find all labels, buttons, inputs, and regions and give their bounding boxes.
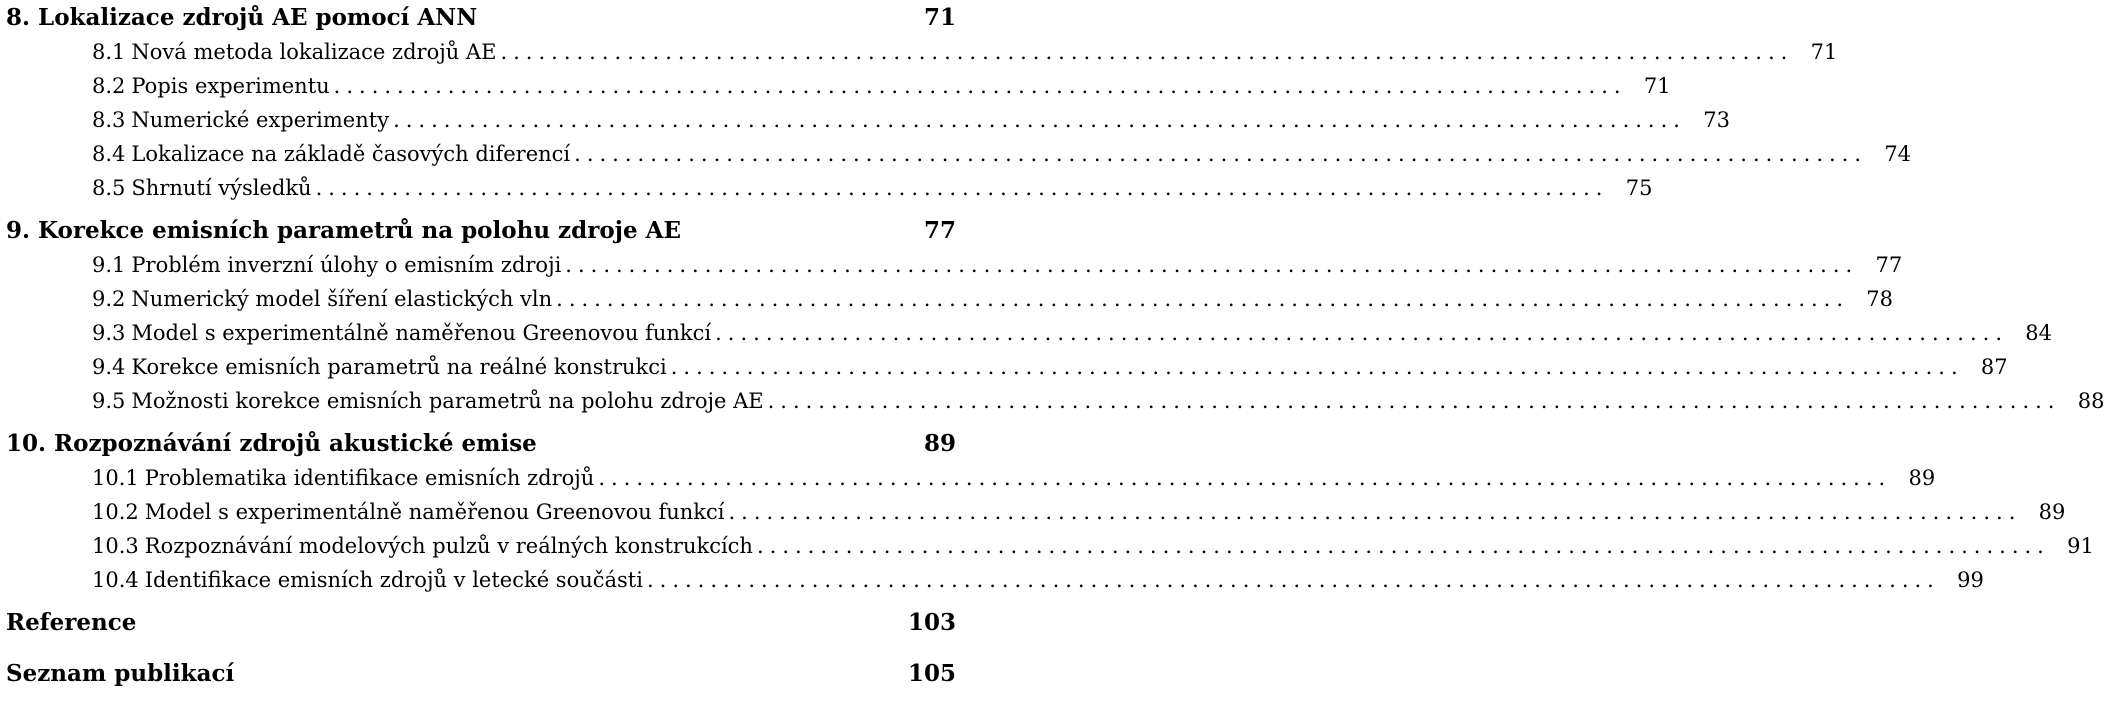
spacer (0, 205, 960, 213)
section-number: 8.1 (92, 40, 126, 64)
section-number: 10.4 (92, 568, 139, 592)
section-title: Numerický model šíření elastických vln (131, 287, 553, 311)
chapter-title: 8. Lokalizace zdrojů AE pomocí ANN (6, 4, 478, 31)
section-title: Model s experimentálně naměřenou Greenovou funkcí (144, 500, 725, 524)
dot-leader: ...................................................................................................... (333, 74, 1627, 98)
toc-chapter-10[interactable] (0, 426, 960, 461)
dot-leader: ...................................................................................................... (315, 176, 1609, 200)
section-title: Model s experimentálně naměřenou Greenovou funkcí (131, 321, 712, 345)
dot-leader: ...................................................................................................... (715, 321, 2009, 345)
section-number: 8.4 (92, 142, 126, 166)
toc-section-9-2[interactable] (0, 282, 1894, 316)
toc-section-8-2[interactable] (0, 69, 1671, 103)
dot-leader: ...................................................................................................... (565, 253, 1859, 277)
spacer (0, 597, 960, 605)
section-title: Identifikace emisních zdrojů v letecké součásti (144, 568, 643, 592)
chapter-title: Reference (6, 609, 137, 636)
section-title: Možnosti korekce emisních parametrů na polohu zdroje AE (131, 389, 764, 413)
section-number: 8.5 (92, 176, 126, 200)
section-number: 10.3 (92, 534, 139, 558)
section-title: Korekce emisních parametrů na reálné konstrukci (131, 355, 667, 379)
chapter-title: Seznam publikací (6, 660, 235, 687)
dot-leader: ...................................................................................................... (556, 287, 1850, 311)
toc-publications[interactable] (0, 656, 960, 691)
toc-chapter-8[interactable] (0, 0, 960, 35)
section-page: 84 (2025, 321, 2053, 345)
chapter-title: 10. Rozpoznávání zdrojů akustické emise (6, 430, 537, 457)
section-title: Numerické experimenty (131, 108, 390, 132)
section-page: 88 (2077, 389, 2104, 413)
dot-leader: ...................................................................................................... (767, 389, 2061, 413)
dot-leader: ...................................................................................................... (728, 500, 2022, 524)
section-title: Problematika identifikace emisních zdrojů (144, 466, 595, 490)
spacer (0, 640, 960, 656)
section-page: 99 (1957, 568, 1984, 592)
toc-section-9-4[interactable] (0, 350, 2008, 384)
chapter-page: 77 (923, 217, 956, 244)
section-title: Popis experimentu (131, 74, 330, 98)
section-page: 89 (2038, 500, 2066, 524)
section-page: 71 (1810, 40, 1838, 64)
dot-leader: ...................................................................................................... (646, 568, 1940, 592)
dot-leader: ...................................................................................................... (670, 355, 1964, 379)
section-number: 8.3 (92, 108, 126, 132)
section-number: 9.2 (92, 287, 126, 311)
section-page: 78 (1866, 287, 1894, 311)
toc-section-10-1[interactable] (0, 461, 1936, 495)
section-page: 91 (2067, 534, 2094, 558)
spacer (0, 418, 960, 426)
chapter-page: 103 (907, 609, 956, 636)
toc-section-8-5[interactable] (0, 171, 1653, 205)
toc-section-10-2[interactable] (0, 495, 2066, 529)
toc-section-8-1[interactable] (0, 35, 1838, 69)
section-number: 9.5 (92, 389, 126, 413)
toc-chapter-9[interactable] (0, 213, 960, 248)
dot-leader: ...................................................................................................... (574, 142, 1868, 166)
section-page: 87 (1980, 355, 2008, 379)
dot-leader: ...................................................................................................... (756, 534, 2050, 558)
chapter-page: 89 (923, 430, 956, 457)
toc-section-9-1[interactable] (0, 248, 1903, 282)
toc-section-9-5[interactable] (0, 384, 2104, 418)
section-number: 9.1 (92, 253, 126, 277)
toc-references[interactable] (0, 605, 960, 640)
section-title: Problém inverzní úlohy o emisním zdroji (131, 253, 562, 277)
section-number: 9.4 (92, 355, 126, 379)
section-title: Shrnutí výsledků (131, 176, 312, 200)
section-number: 10.1 (92, 466, 139, 490)
chapter-page: 105 (907, 660, 956, 687)
section-title: Lokalizace na základě časových diferencí (131, 142, 571, 166)
toc-section-10-4[interactable] (0, 563, 1984, 597)
section-number: 9.3 (92, 321, 126, 345)
chapter-title: 9. Korekce emisních parametrů na polohu zdroje AE (6, 217, 681, 244)
dot-leader: ...................................................................................................... (500, 40, 1794, 64)
section-number: 10.2 (92, 500, 139, 524)
section-page: 71 (1643, 74, 1671, 98)
section-number: 8.2 (92, 74, 126, 98)
section-title: Rozpoznávání modelových pulzů v reálných konstrukcích (144, 534, 753, 558)
section-page: 77 (1875, 253, 1903, 277)
dot-leader: ...................................................................................................... (598, 466, 1892, 490)
dot-leader: ...................................................................................................... (393, 108, 1686, 132)
section-page: 89 (1908, 466, 1936, 490)
chapter-page: 71 (923, 4, 956, 31)
toc-section-8-3[interactable] (0, 103, 1730, 137)
toc-section-8-4[interactable] (0, 137, 1912, 171)
section-page: 75 (1625, 176, 1653, 200)
section-page: 73 (1703, 108, 1730, 132)
section-page: 74 (1884, 142, 1912, 166)
section-title: Nová metoda lokalizace zdrojů AE (131, 40, 497, 64)
toc-section-10-3[interactable] (0, 529, 2094, 563)
toc-section-9-3[interactable] (0, 316, 2053, 350)
